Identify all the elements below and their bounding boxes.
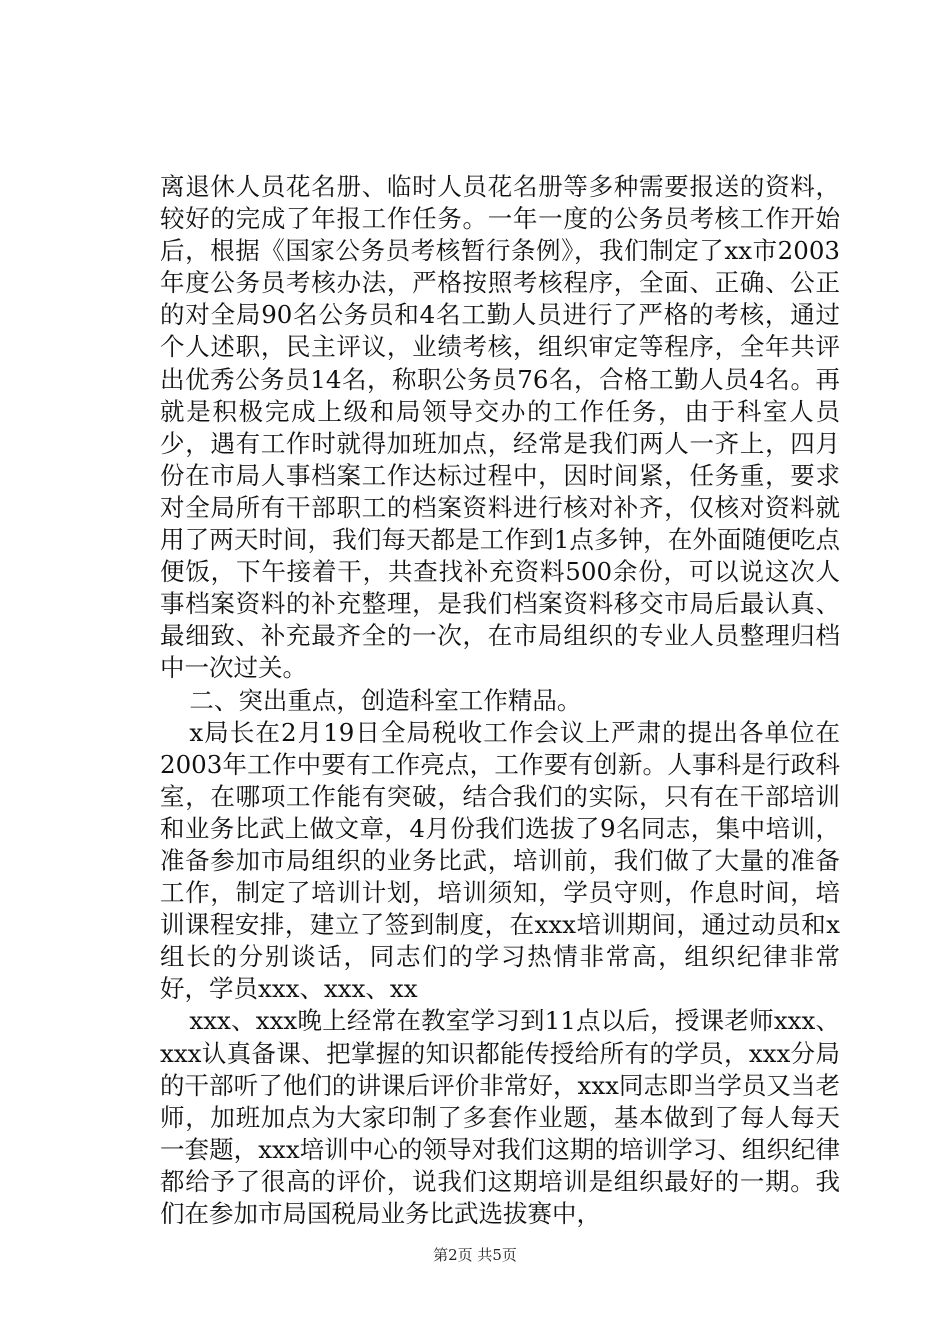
paragraph-training: x局长在2月19日全局税收工作会议上严肃的提出各单位在2003年工作中要有工作亮点，工作要有创新。人事科是行政科室，在哪项工作能有突破，结合我们的实际，只有在干部培训和业务比武上做文章，4月份我们选拔了9名同志，集中培训，准备参加市局组织的业务比武，培训前，我们做了大量的准备工作，制定了培训计划，培训须知，学员守则，作息时间，培训课程安排，建立了签到制度，在xxx培训期间，通过动员和x组长的分别谈话，同志们的学习热情非常高，组织纪律非常好，学员xxx、xxx、xx [160, 717, 840, 1004]
document-body [160, 171, 840, 1230]
paragraph-training-continued: xxx、xxx晚上经常在教室学习到11点以后，授课老师xxx、xxx认真备课、把掌握的知识都能传授给所有的学员，xxx分局的干部听了他们的讲课后评价非常好，xxx同志即当学员又当老师，加班加点为大家印制了多套作业题，基本做到了每人每天一套题，xxx培训中心的领导对我们这期的培训学习、组织纪律都给予了很高的评价，说我们这期培训是组织最好的一期。我们在参加市局国税局业务比武选拔赛中， [160, 1006, 840, 1228]
page-number-footer: 第2页 共5页 [433, 1246, 517, 1264]
section-heading-2: 二、突出重点，创造科室工作精品。 [189, 685, 582, 715]
paragraph-annual-report: 离退休人员花名册、临时人员花名册等多种需要报送的资料，较好的完成了年报工作任务。一年一度的公务员考核工作开始后，根据《国家公务员考核暂行条例》，我们制定了xx市2003年度公务员考核办法，严格按照考核程序，全面、正确、公正的对全局90名公务员和4名工勤人员进行了严格的考核，通过个人述职，民主评议，业绩考核，组织审定等程序，全年共评出优秀公务员14名，称职公务员76名，合格工勤人员4名。再就是积极完成上级和局领导交办的工作任务，由于科室人员少，遇有工作时就得加班加点，经常是我们两人一齐上，四月份在市局人事档案工作达标过程中，因时间紧，任务重，要求对全局所有干部职工的档案资料进行核对补齐，仅核对资料就用了两天时间，我们每天都是工作到1点多钟，在外面随便吃点便饭，下午接着干，共查找补充资料500余份，可以说这次人事档案资料的补充整理，是我们档案资料移交市局后最认真、最细致、补充最齐全的一次，在市局组织的专业人员整理归档中一次过关。 [160, 172, 840, 683]
